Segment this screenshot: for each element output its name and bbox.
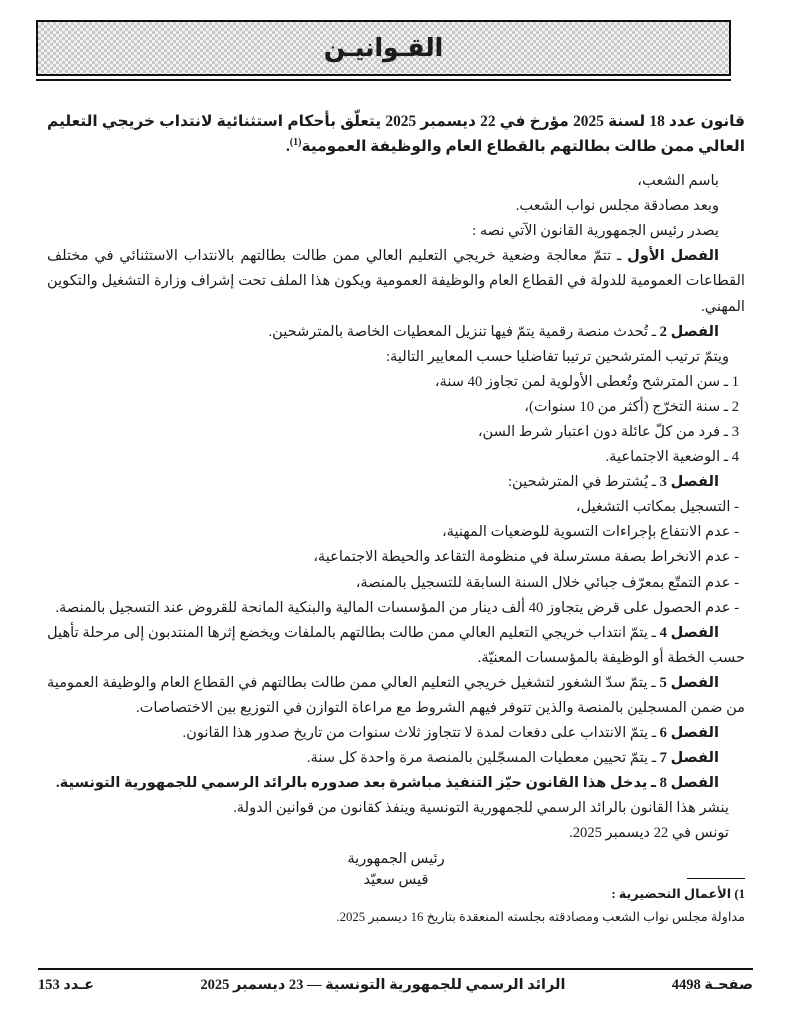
footer-page-number: صفحـة 4498 [671, 977, 753, 993]
preamble-paragraph: يصدر رئيس الجمهورية القانون الآتي نصه : [472, 223, 719, 240]
dash-paragraph: - عدم الانتفاع بإجراءات التسوية للوضعيات المهنية، [441, 524, 739, 541]
numbered-paragraph: 3 ـ فرد من كلّ عائلة دون اعتبار شرط السن، [477, 423, 739, 440]
article-label: الفصل 7 [659, 750, 719, 767]
article-paragraph: الفصل 7 ـ يتمّ تحيين معطيات المسجّلين بالمنصة مرة واحدة كل سنة. [306, 750, 719, 767]
footer-issue-number: عـدد 153 [38, 977, 95, 993]
numbered-paragraph: 4 ـ الوضعية الاجتماعية. [605, 449, 739, 466]
article-paragraph: الفصل 5 ـ يتمّ سدّ الشغور لتشغيل خريجي التعليم العالي ممن طالت بطالتهم في القطاع العام والوظيفة العمومية من ضمن المسجلين بالمنصة والذين تتوفر فيهم الشروط مع مراعاة التوازن في التوزيع بين الاختصاصات. [47, 674, 745, 716]
article-label: الفصل 3 [659, 474, 719, 491]
article-label: الفصل 4 [659, 624, 719, 641]
preamble-paragraph: باسم الشعب، [637, 173, 719, 190]
numbered-paragraph: 1 ـ سن المترشح وتُعطى الأولوية لمن تجاوز 40 سنة، [434, 373, 739, 390]
footnote-text: مداولة مجلس نواب الشعب ومصادقته بجلسته المنعقدة بتاريخ 16 ديسمبر 2025. [336, 909, 745, 924]
dash-paragraph: - التسجيل بمكاتب التشغيل، [575, 499, 739, 516]
article-label: الفصل الأول [627, 248, 719, 265]
footnote-header: 1) الأعمال التحضيرية : [611, 887, 745, 902]
banner-title: القـوانيـن [323, 35, 444, 62]
law-content [47, 110, 745, 892]
article-label: الفصل 6 [659, 725, 719, 742]
page-footer [38, 968, 753, 994]
article-paragraph: الفصل 2 ـ تُحدث منصة رقمية يتمّ فيها تنزيل المعطيات الخاصة بالمترشحين. [268, 323, 719, 340]
footnote-divider [687, 878, 745, 879]
article-label: الفصل 2 [659, 323, 719, 340]
footnote-block [47, 878, 745, 928]
numbered-paragraph: 2 ـ سنة التخرّج (أكثر من 10 سنوات)، [524, 398, 739, 415]
article-paragraph: الفصل 4 ـ يتمّ انتداب خريجي التعليم العالي ممن طالت بطالتهم بالملفات ويخضع إثرها المنتدبون إلى مرحلة تأهيل حسب الخطة أو الوظيفة بالمؤسسات المعنيّة. [47, 624, 745, 666]
article-paragraph: الفصل 8 ـ يدخل هذا القانون حيّز التنفيذ مباشرة بعد صدوره بالرائد الرسمي للجمهورية التونسية. [56, 775, 719, 792]
dash-paragraph: - عدم الانخراط بصفة مسترسلة في منظومة التقاعد والحيطة الاجتماعية، [313, 549, 739, 566]
dash-paragraph: - عدم الحصول على قرض يتجاوز 40 ألف دينار من المؤسسات المالية والبنكية المانحة للقروض عند التسجيل بالمنصة. [55, 599, 739, 616]
law-title-text: قانون عدد 18 لسنة 2025 مؤرخ في 22 ديسمبر 2025 يتعلّق بأحكام استثنائية لانتداب خريجي التعليم العالي ممن طالت بطالتهم بالقطاع العام والوظيفة العمومية [47, 113, 745, 156]
dash-paragraph: - عدم التمتّع بمعرّف جبائي خلال السنة السابقة للتسجيل بالمنصة، [355, 574, 739, 591]
law-title-period: . [285, 138, 290, 156]
law-body [47, 169, 745, 847]
article-label: الفصل 5 [659, 674, 719, 691]
laws-section-banner [36, 20, 731, 76]
signature-name: قيس سعيّد [363, 872, 429, 889]
signature-role: رئيس الجمهورية [347, 850, 445, 867]
article-paragraph: الفصل الأول ـ تتمّ معالجة وضعية خريجي التعليم العالي ممن طالت بطالتهم بالانتداب الاستثنائي في مختلف القطاعات العمومية للدولة في القطاع العام والوظيفة العمومية ويكون هذا الملف تحت إشراف وزارة التشغيل والتكوين المهني. [47, 248, 745, 315]
preamble-paragraph: وبعد مصادقة مجلس نواب الشعب. [515, 198, 719, 215]
article-label: الفصل 8 [659, 775, 719, 792]
plain-paragraph: ينشر هذا القانون بالرائد الرسمي للجمهورية التونسية وينفذ كقانون من قوانين الدولة. [233, 800, 729, 817]
article-paragraph: الفصل 6 ـ يتمّ الانتداب على دفعات لمدة لا تتجاوز ثلاث سنوات من تاريخ صدور هذا القانون. [182, 725, 719, 742]
law-title [47, 110, 745, 160]
article-paragraph: الفصل 3 ـ يُشترط في المترشحين: [508, 474, 719, 491]
plain-paragraph: تونس في 22 ديسمبر 2025. [569, 825, 729, 842]
plain-paragraph: ويتمّ ترتيب المترشحين ترتيبا تفاضليا حسب المعايير التالية: [385, 348, 729, 365]
footnote-ref: (1) [289, 136, 302, 148]
footer-journal-title: الرائد الرسمي للجمهورية التونسية — 23 ديسمبر 2025 [200, 977, 566, 993]
